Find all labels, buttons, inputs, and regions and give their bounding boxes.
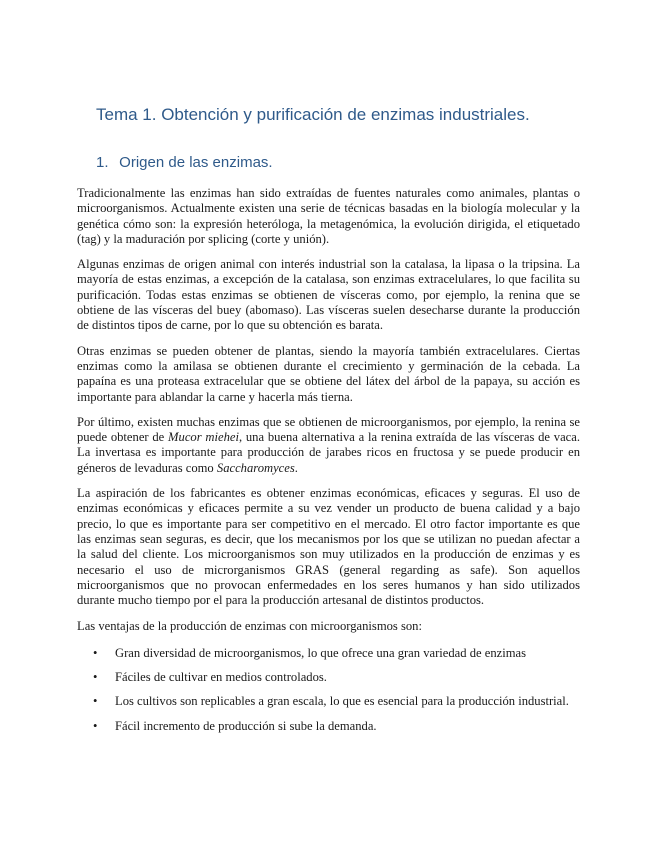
paragraph-traditional-sources: Tradicionalmente las enzimas han sido extraídas de fuentes naturales como animales, plantas o microorganismos. Actualmente existen una serie de técnicas basadas en la biología molecular y la genética cómo son: la expresión heteróloga, la metagenómica, la evolución dirigida, el etiquetado (tag) y la maduración por splicing (corte y unión).	[77, 186, 580, 246]
paragraph-plant-enzymes: Otras enzimas se pueden obtener de plantas, siendo la mayoría también extracelulares. Ciertas enzimas como la amilasa se obtienen durante el crecimiento y germinación de la cebada. La papaína es una proteasa extracelular que se obtiene del látex del árbol de la papaya, su acción es importante para ablandar la carne y hacerla más tierna.	[77, 343, 580, 404]
genus-saccharomyces: Saccharomyces	[216, 460, 295, 475]
paragraph-manufacturer-goals: La aspiración de los fabricantes es obtener enzimas económicas, eficaces y seguras. El uso de enzimas económicas y eficaces permite a su vez vender un producto de buena calidad y a bajo precio, lo que es importante para ser competitivo en el mercado. El otro factor importante es que las enzimas sean seguras, es decir, que los mecanismos por los que se utilizan no puedan afectar a la salud del cliente. Los microorganismos son muy utilizados en la producción de enzimas y es necesario el uso de microrganismos GRAS (general regarding as safe). Son aquellos microorganismos que no provocan enfermedades en los seres humanos y han sido utilizados durante mucho tiempo por el para la producción artesanal de distintos productos.	[77, 486, 580, 608]
section-number: 1.	[96, 154, 109, 171]
list-item	[77, 670, 580, 685]
list-item	[77, 694, 580, 709]
page-title: Tema 1. Obtención y purificación de enzimas industriales.	[96, 105, 530, 124]
list-item-text: Gran diversidad de microorganismos, lo que ofrece una gran variedad de enzimas	[115, 645, 527, 660]
paragraph-microbial-enzymes	[77, 415, 580, 476]
bullet-icon: •	[93, 718, 98, 733]
paragraph-list-intro: Las ventajas de la producción de enzimas con microorganismos son:	[77, 619, 422, 634]
bullet-icon: •	[93, 670, 98, 685]
paragraph-microbial-text-a: Por último, existen muchas enzimas que se obtienen de microorganismos, por ejemplo, la renina se puede obtener de	[77, 414, 580, 445]
bullet-icon: •	[93, 694, 98, 709]
list-item	[77, 719, 580, 734]
list-item-text: Fácil incremento de producción si sube la demanda.	[115, 718, 377, 733]
list-item-text: Los cultivos son replicables a gran escala, lo que es esencial para la producción industrial.	[115, 694, 569, 709]
section-heading	[96, 153, 580, 173]
species-mucor-miehei: Mucor miehei	[168, 430, 239, 445]
list-item-text: Fáciles de cultivar en medios controlados.	[115, 670, 327, 685]
paragraph-animal-enzymes: Algunas enzimas de origen animal con interés industrial son la catalasa, la lipasa o la tripsina. La mayoría de estas enzimas, a excepción de la catalasa, son enzimas extracelulares, lo que facilita su purificación. Todas estas enzimas se obtienen de vísceras como, por ejemplo, la renina que se obtiene de las vísceras del buey (abomaso). Las vísceras suelen desecharse durante la producción de distintos tipos de carne, por lo que su obtención es barata.	[77, 257, 580, 333]
list-item	[77, 646, 580, 661]
section-heading-text: Origen de las enzimas.	[119, 154, 273, 171]
paragraph-microbial-text-c: , una buena alternativa a la renina extraída de las vísceras de vaca. La invertasa es importante para producción de jarabes ricos en fructosa y se puede producir en géneros de levaduras como	[77, 430, 581, 475]
bullet-icon: •	[93, 645, 98, 660]
paragraph-microbial-text-e: .	[294, 460, 298, 475]
advantages-list	[77, 646, 580, 734]
